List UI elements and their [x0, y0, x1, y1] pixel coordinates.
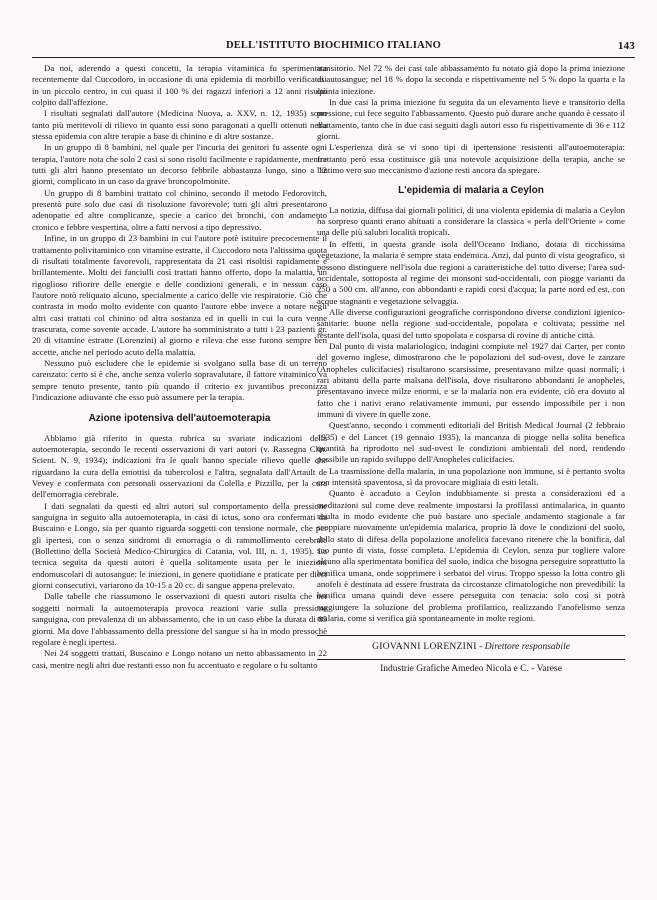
paragraph: I risultati segnalati dall'autore (Medicina Nuova, a. XXV, n. 12, 1935) sono tanto più meritevoli di rilievo in quanto essi sono paragonati a quelli ottenuti nella stessa epidemia con altre terapie a base di chinino e di altre sostanze.	[32, 108, 327, 142]
paragraph: Abbiamo già riferito in questa rubrica su svariate indicazioni della autoemoterapia, secondo le recenti osservazioni di vari autori (v. Rassegna Clin. Scient. N. 9, 1934); indicazioni fra le quali hanno speciale rilievo quelle che riguardano la cura della emottisi da tubercolosi e l'altra, segnalata dall'Artault de Vevey e confermata con personali osservazioni da Colella e Pizzillo, per la cura dell'emorragia cerebrale.	[32, 432, 327, 500]
page-number: 143	[617, 40, 635, 52]
paragraph: L'esperienza dirà se vi sono tipi di ipertensione resistenti all'autoemoterapia: frattanto però essa costituisce già una notevole acquisizione della terapia, anche se l'intimo vero suo meccanismo d'azione resti ancora da spiegare.	[317, 142, 625, 176]
director-line	[317, 642, 625, 653]
paragraph: La notizia, diffusa dai giornali politici, di una violenta epidemia di malaria a Ceylon ha sorpreso quanti erano abituati a considerare la classica « perla dell'Oriente » come una delle più salubri località tropicali.	[317, 204, 625, 238]
paragraph: Infine, in un gruppo di 23 bambini in cui l'autore potè istituire precocemente il trattamento polivitaminico con vitamine estratte, il Cuccodoro nota l'altissima quota di risultati totalmente favorevoli, rappresentata da 21 casi risoltisi rapidamente e brillantemente. Molti dei fanciulli così trattati hanno offerto, dopo la malattia, un rigoglioso rifiorire delle energie e delle condizioni generali, e in nessun caso l'autore notò reliquato alcuno, specialmente a carico delle vie respiratorie. Ciò che contrasta in modo molto evidente con quanto l'autore ebbe invece a notare negli altri casi trattati col chinino od altra sostanza ed in quelli in cui la cura venne trascurata, come sovente accade. L'autore ha somministrato a tutti i 23 pazienti gr. 20 di vitamine estratte (Lorenzini) al giorno e rileva che esse furono sempre ben accette, anche nel periodo acuto della malattia.	[32, 233, 327, 357]
running-header	[32, 40, 635, 54]
paragraph: Dalle tabelle che riassumono le osservazioni di questi autori risulta che nei soggetti normali la autoemoterapia provoca reazioni varie sulla pressione sanguigna, con prevalenza di un abbassamento, che in un caso ebbe la durata di 85 giorni. Ma dove l'abbassamento della pressione del sangue si ha in modo pressochè regolare è negli ipertesi.	[32, 591, 327, 647]
footer-rule-top	[317, 635, 625, 636]
paragraph: Dal punto di vista malariologico, indagini compiute nel 1927 dai Carter, per conto del governo inglese, dimostrarono che le popolazioni del sud-ovest, dove le zanzare (Anopheles culicifacies) risultarono scarsissime, presentavano milze quasi normali; i rari abitanti della parte malsana dell'isola, dove risultarono abbondanti le anopheles, presentavano invece milze enormi, e se la malaria non era evidente, ciò era dovuto al fatto che i nativi erano relativamente immuni, pur essendo impossibile per i non immuni di vivere in quelle zone.	[317, 340, 625, 419]
right-column	[317, 63, 625, 675]
director-role: - Direttore responsabile	[479, 641, 570, 652]
paragraph: Da noi, aderendo a questi concetti, la terapia vitaminica fu sperimentata recentemente dal Cuccodoro, in occasione di una epidemia di morbillo verificatasi in un piccolo centro, in cui quasi il 100 % dei ragazzi inferiori a 12 anni risultò colpito dall'affezione.	[32, 63, 327, 108]
footer-rule-bottom	[317, 659, 625, 660]
left-column	[32, 63, 327, 671]
paragraph: Alle diverse configurazioni geografiche corrispondono diverse condizioni igienico-sanitarie: buone nella regione sud-occidentale, popolata e coltivata; pessime nel restante dell'isola, quasi del tutto spopolata e cosparsa di rovine di antiche città.	[317, 306, 625, 340]
section-heading-autoemoterapia: Azione ipotensiva dell'autoemoterapia	[88, 413, 271, 425]
section-heading-malaria-ceylon: L'epidemia di malaria a Ceylon	[398, 185, 544, 197]
paragraph: In effetti, in questa grande isola dell'Oceano Indiano, dotata di ricchissima vegetazione, la malaria è sempre stata endemica. Anzi, dal punto di vista geografico, si possono distinguere nell'isola due regioni a caratteristiche del tutto diverse; l'area sud-occidentale, sottoposta al regime dei monsoni sud-occidentali, con piogge varianti da 250 a 500 cm. all'anno, con abbondanti e rapidi corsi d'acqua; la parte nord ed est, con acque stagnanti e vegetazione selvaggia.	[317, 238, 625, 306]
paragraph: In un gruppo di 8 bambini, nel quale per l'incuria dei genitori fu assente ogni terapia, l'autore nota che solo 2 casi si sono risolti facilmente e rapidamente, mentre tutti gli altri hanno presentato un decorso febbrile abbastanza lungo, sino a 12 giorni, complicato in un caso da grave broncopolmonite.	[32, 142, 327, 187]
printer-imprint: Industrie Grafiche Amedeo Nicola e C. - Varese	[380, 663, 562, 674]
paragraph: Nessuno può escludere che le epidemie si svolgano sulla base di un terreno carenzato: certo si è che, anche senza volerlo sopravalutare, il fattore vitaminico va sempre tenuto presente, tanto più quando il criterio ex juvantibus preconizza l'indicazione adiuvante che esso può assumere per la terapia.	[32, 357, 327, 402]
paragraph: I dati segnalati da questi ed altri autori sul comportamento della pressione sanguigna in seguito alla autoemoterapia, in casi di ictus, sono ora confermati da Buscaino e Longo, sia per quanto riguarda soggetti con tensione normale, che per gli ipertesi, con o senza sindromi di emorragia o di rammollimento cerebrale (Bollettino della Società Medico-Chirurgica di Catania, vol. III, n. 1, 1935). La tecnica seguita da questi autori è quella solitamente usata per le iniezioni endomuscolari di autosangue: le iniezioni, in genere quotidiane e praticate per dieci giorni consecutivi, variarono da 10-15 a 20 cc. di sangue appena prelevato.	[32, 500, 327, 591]
running-title: DELL'ISTITUTO BIOCHIMICO ITALIANO	[225, 40, 442, 51]
director-name: GIOVANNI LORENZINI	[372, 641, 477, 652]
paragraph: La trasmissione della malaria, in una popolazione non immune, si è pertanto svolta con intensità spaventosa, sì da provocare migliaia di esiti letali.	[317, 465, 625, 488]
paragraph: Un gruppo di 8 bambini trattato col chinino, secondo il metodo Fedorovitch, presentò pure solo due casi di risoluzione favorevole; tutti gli altri presentarono adenopatie ed altre complicanze, specie a carico dei bronchi, con andamento cronico e febbre vespertina, oltre a fatti nervosi a tipo depressivo.	[32, 187, 327, 232]
paragraph: In due casi la prima iniezione fu seguita da un elevamento lieve e transitorio della pressione, cui fece seguito l'abbassamento. Questo può durare anche quando è cessato il trattamento, tanto che in due casi seguiti dagli autori esso fu rispettivamente di 36 e 112 giorni.	[317, 97, 625, 142]
paragraph: transitorio. Nel 72 % dei casi tale abbassamento fu notato già dopo la prima iniezione di autosangue; nel 18 % dopo la seconda e rispettivamente nel 5 % dopo la quarta e la quinta iniezione.	[317, 63, 625, 96]
header-rule	[32, 57, 635, 58]
paragraph: Quanto è accaduto a Ceylon indubbiamente si presta a considerazioni ed a meditazioni sul come deve realmente impostarsi la profilassi antimalarica, in quanto risulta in modo evidente che può bastare uno speciale andamento stagionale a far scoppiare nuovamente un'epidemia malarica, proprio là dove le condizioni del suolo, dello stato di difesa della popolazione anofelica facevano ritenere che la bonifica, dal suo punto di vista, fosse completa. L'epidemia di Ceylon, senza pur togliere valore alcuno alla sperimentata bonifica del suolo, indica che bisogna perseguire soprattutto la bonifica umana, onde sopprimere i serbatoi del virus. Troppo spesso la lotta contro gli anofeli è destinata ad essere frustrata da circostanze climatologiche non prevedibili: la bonifica umana quindi deve essere perseguita con tenacia: solo così si potrà raggiungere la soluzione del problema profilattico, realizzando l'anofelismo senza malaria, come si verifica già spontaneamente in molte regioni.	[317, 488, 625, 624]
paragraph: Nei 24 soggetti trattati, Buscaino e Longo notano un netto abbassamento in 22 casi, mentre negli altri due restanti esso non fu accentuato e regolare o fu soltanto	[32, 648, 327, 670]
paragraph: Quest'anno, secondo i commenti editoriali del British Medical Journal (2 febbraio 1935) e del Lancet (19 gennaio 1935), la mancanza di piogge nella solita benefica quantità ha riprodotto nel sud-ovest le condizioni ambientali del nord, rendendo possibile un rapido sviluppo dell'Anopheles culicifacies.	[317, 420, 625, 465]
